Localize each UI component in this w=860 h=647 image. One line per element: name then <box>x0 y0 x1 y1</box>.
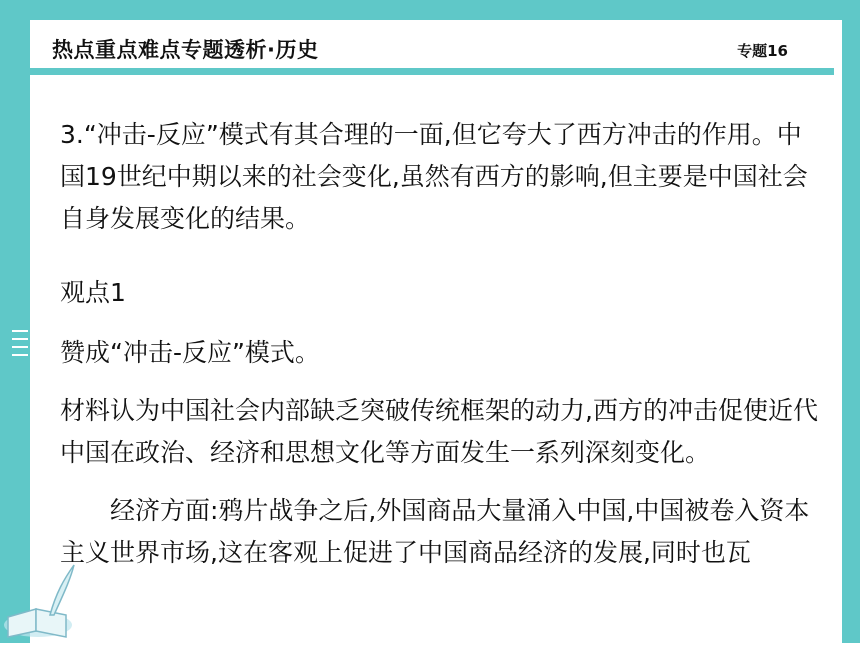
frame-left-strip <box>0 0 30 643</box>
paragraph-agree: 赞成“冲击-反应”模式。 <box>60 338 320 367</box>
page-title: 热点重点难点专题透析·历史 <box>52 38 319 62</box>
viewpoint-heading: 观点1 <box>60 278 126 307</box>
header-bar <box>30 20 834 75</box>
content-area <box>30 86 842 643</box>
left-decoration <box>0 330 30 370</box>
book-quill-icon <box>0 555 80 643</box>
topic-tag: 专题16 <box>737 42 788 60</box>
frame-top-strip <box>0 0 860 20</box>
paragraph-economy: 经济方面:鸦片战争之后,外国商品大量涌入中国,中国被卷入资本主义世界市场,这在客观上促进了中国商品经济的发展,同时也瓦 <box>60 496 810 567</box>
paragraph-conclusion: 3.“冲击-反应”模式有其合理的一面,但它夸大了西方冲击的作用。中国19世纪中期以来的社会变化,虽然有西方的影响,但主要是中国社会自身发展变化的结果。 <box>60 120 808 233</box>
paragraph-material: 材料认为中国社会内部缺乏突破传统框架的动力,西方的冲击促使近代中国在政治、经济和思想文化等方面发生一系列深刻变化。 <box>60 396 818 467</box>
